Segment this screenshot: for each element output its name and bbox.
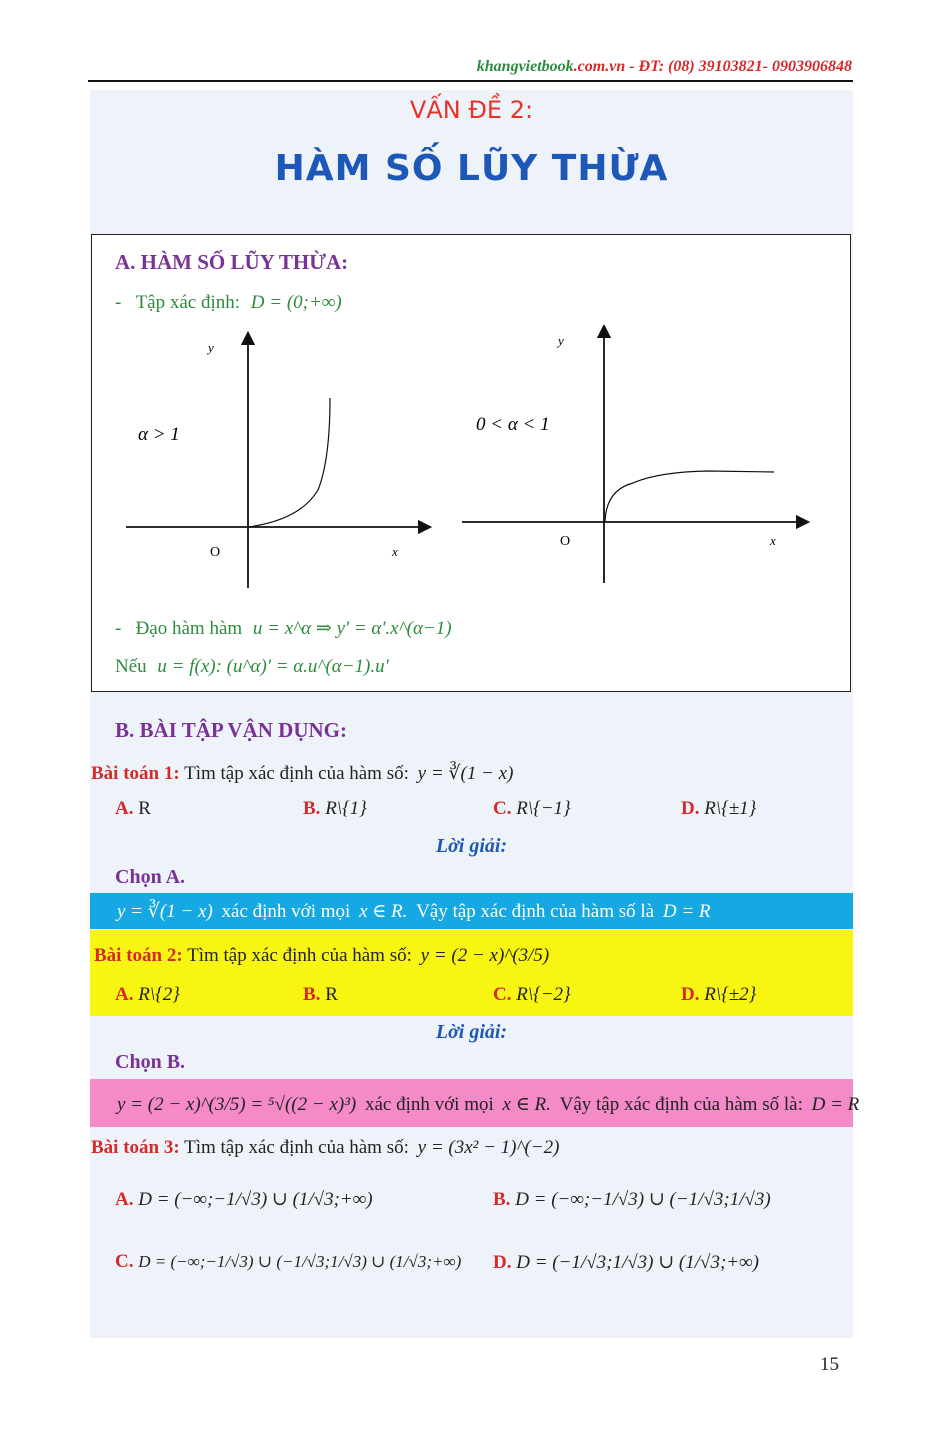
derivative-line: - Đạo hàm hàm u = x^α ⇒ y' = α'.x^(α−1)	[115, 618, 452, 639]
problem-2-label: Bài toán 2:	[94, 945, 183, 966]
problem-1-option-b: B. R\{1}	[303, 798, 367, 819]
page-header	[90, 58, 852, 76]
graph2-curve	[605, 471, 774, 522]
chapter-label: VẤN ĐỀ 2:	[409, 96, 534, 124]
header-domain: .com.vn	[573, 58, 626, 75]
problem-2-option-a: A. R\{2}	[115, 984, 180, 1005]
problem-2-option-c: C. R\{−2}	[493, 984, 571, 1005]
problem-2-choice: Chọn B.	[115, 1051, 186, 1073]
derivative-formula: u = x^α ⇒ y' = α'.x^(α−1)	[252, 618, 452, 639]
chain-label: Nếu	[115, 656, 147, 677]
problem-1-option-a: A. R	[115, 798, 151, 819]
graph2-condition: 0 < α < 1	[476, 414, 550, 435]
graph1-condition: α > 1	[138, 424, 180, 445]
problem-1-explanation: y = ∛(1 − x) xác định với mọi x ∈ R. Vậy tập xác định của hàm số là D = R	[117, 901, 711, 922]
header-site: khangvietbook	[476, 58, 574, 75]
domain-formula: D = (0;+∞)	[250, 292, 342, 313]
problem-3-option-a: A. D = (−∞;−1/√3) ∪ (1/√3;+∞)	[115, 1189, 373, 1210]
chain-rule-line	[115, 656, 389, 678]
problem-1-text: Tìm tập xác định của hàm số:	[184, 763, 409, 784]
header-rule	[88, 80, 853, 82]
domain-line: - Tập xác định: D = (0;+∞)	[115, 292, 342, 313]
chain-formula: u = f(x): (u^α)' = α.u^(α−1).u'	[157, 656, 389, 677]
problem-1	[91, 762, 513, 785]
problem-2-solution-label: Lời giải:	[435, 1021, 508, 1043]
graph2-origin-label: O	[560, 534, 571, 549]
section-a-heading: A. HÀM SỐ LŨY THỪA:	[115, 250, 349, 274]
problem-2	[94, 945, 549, 967]
problem-3-label: Bài toán 3:	[91, 1137, 180, 1158]
problem-2-explanation: y = (2 − x)^(3/5) = ⁵√((2 − x)³) xác định với mọi x ∈ R. Vậy tập xác định của hàm số là: D = R	[117, 1094, 860, 1115]
problem-3-option-b: B. D = (−∞;−1/√3) ∪ (−1/√3;1/√3)	[493, 1189, 771, 1210]
problem-1-choice: Chọn A.	[115, 866, 186, 888]
problem-3	[91, 1137, 560, 1159]
graph1-curve	[248, 398, 330, 527]
problem-2-formula: y = (2 − x)^(3/5)	[420, 945, 550, 966]
problem-2-option-b: B. R	[303, 984, 338, 1005]
problem-1-label: Bài toán 1:	[91, 763, 180, 784]
section-b-heading: B. BÀI TẬP VẬN DỤNG:	[115, 718, 348, 742]
graph-alpha-between-0-1	[458, 325, 818, 590]
problem-3-formula: y = (3x² − 1)^(−2)	[417, 1137, 560, 1158]
graph2-axis-y-label: y	[558, 333, 564, 348]
problem-2-option-d: D. R\{±2}	[681, 984, 757, 1005]
chapter-title: HÀM SỐ LŨY THỪA	[274, 148, 669, 189]
graph2-axis-x-label: x	[770, 533, 776, 548]
graph1-axis-y-label: y	[208, 340, 214, 355]
page-number: 15	[820, 1354, 839, 1375]
header-contact: - ĐT: (08) 39103821- 0903906848	[625, 58, 852, 75]
derivative-label: Đạo hàm hàm	[135, 618, 243, 639]
problem-2-text: Tìm tập xác định của hàm số:	[187, 945, 412, 966]
domain-label: Tập xác định:	[135, 292, 241, 313]
problem-1-formula: y = ∛(1 − x)	[417, 763, 514, 784]
problem-1-solution-label: Lời giải:	[435, 835, 508, 857]
problem-3-text: Tìm tập xác định của hàm số:	[184, 1137, 409, 1158]
problem-1-option-c: C. R\{−1}	[493, 798, 571, 819]
graph1-axis-x-label: x	[392, 544, 398, 559]
problem-1-option-d: D. R\{±1}	[681, 798, 757, 819]
problem-3-option-c: C. D = (−∞;−1/√3) ∪ (−1/√3;1/√3) ∪ (1/√3;+∞)	[115, 1251, 462, 1272]
graph1-origin-label: O	[210, 545, 221, 560]
graph-alpha-gt-1	[120, 330, 440, 595]
problem-3-option-d: D. D = (−1/√3;1/√3) ∪ (1/√3;+∞)	[493, 1252, 759, 1273]
